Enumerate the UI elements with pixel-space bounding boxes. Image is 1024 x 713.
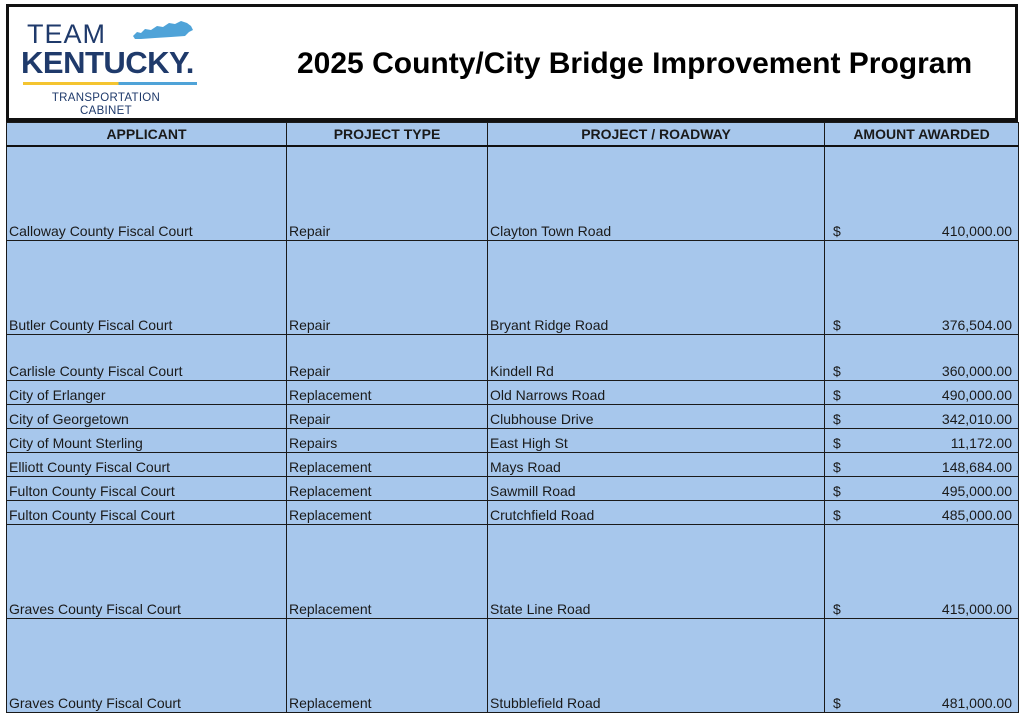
table-row [7, 146, 1019, 241]
roadway-cell: Bryant Ridge Road [488, 241, 825, 335]
amount-cell [825, 381, 1019, 405]
amount-value: 481,000.00 [941, 695, 1012, 711]
amount-cell [825, 501, 1019, 525]
roadway-cell: Sawmill Road [488, 477, 825, 501]
table-row [7, 429, 1019, 453]
currency-symbol: $ [833, 695, 841, 711]
applicant-cell: Butler County Fiscal Court [7, 241, 287, 335]
team-kentucky-logo [17, 15, 207, 117]
column-header-amount: AMOUNT AWARDED [825, 123, 1019, 147]
logo-kentucky-text: KENTUCKY. [21, 45, 194, 80]
column-header-project-type: PROJECT TYPE [287, 123, 488, 147]
table-row [7, 335, 1019, 381]
roadway-cell: Clayton Town Road [488, 146, 825, 241]
amount-cell [825, 453, 1019, 477]
applicant-cell: Elliott County Fiscal Court [7, 453, 287, 477]
currency-symbol: $ [833, 435, 841, 451]
page-title: 2025 County/City Bridge Improvement Program [297, 47, 973, 80]
amount-cell [825, 477, 1019, 501]
logo-underline [23, 82, 197, 85]
currency-symbol: $ [833, 363, 841, 379]
amount-cell [825, 405, 1019, 429]
currency-symbol: $ [833, 507, 841, 523]
roadway-cell: Mays Road [488, 453, 825, 477]
project-type-cell: Replacement [287, 525, 488, 619]
project-type-cell: Repair [287, 146, 488, 241]
amount-value: 11,172.00 [950, 435, 1012, 451]
column-header-applicant: APPLICANT [7, 123, 287, 147]
project-type-cell: Replacement [287, 381, 488, 405]
project-type-cell: Repair [287, 405, 488, 429]
project-type-cell: Replacement [287, 619, 488, 713]
amount-cell [825, 146, 1019, 241]
amount-cell [825, 241, 1019, 335]
currency-symbol: $ [833, 483, 841, 499]
roadway-cell: East High St [488, 429, 825, 453]
table-header-row [7, 123, 1019, 147]
amount-value: 342,010.00 [941, 411, 1012, 427]
kentucky-state-icon [131, 20, 195, 42]
amount-cell [825, 335, 1019, 381]
roadway-cell: State Line Road [488, 525, 825, 619]
currency-symbol: $ [833, 459, 841, 475]
project-type-cell: Repairs [287, 429, 488, 453]
header-banner [6, 4, 1018, 122]
project-type-cell: Repair [287, 241, 488, 335]
project-type-cell: Replacement [287, 477, 488, 501]
amount-value: 415,000.00 [941, 601, 1012, 617]
roadway-cell: Kindell Rd [488, 335, 825, 381]
roadway-cell: Old Narrows Road [488, 381, 825, 405]
logo-subtitle-line1: TRANSPORTATION [51, 92, 161, 104]
amount-value: 485,000.00 [941, 507, 1012, 523]
applicant-cell: Fulton County Fiscal Court [7, 501, 287, 525]
logo-subtitle-line2: CABINET [80, 105, 132, 117]
table-row [7, 477, 1019, 501]
amount-cell [825, 429, 1019, 453]
applicant-cell: Graves County Fiscal Court [7, 525, 287, 619]
table-row [7, 453, 1019, 477]
currency-symbol: $ [833, 601, 841, 617]
table-row [7, 525, 1019, 619]
amount-value: 410,000.00 [941, 223, 1012, 239]
applicant-cell: Fulton County Fiscal Court [7, 477, 287, 501]
awards-table [6, 122, 1019, 713]
amount-value: 495,000.00 [941, 483, 1012, 499]
roadway-cell: Clubhouse Drive [488, 405, 825, 429]
amount-value: 148,684.00 [941, 459, 1012, 475]
currency-symbol: $ [833, 411, 841, 427]
applicant-cell: City of Georgetown [7, 405, 287, 429]
applicant-cell: City of Mount Sterling [7, 429, 287, 453]
amount-value: 360,000.00 [941, 363, 1012, 379]
amount-cell [825, 525, 1019, 619]
amount-value: 490,000.00 [941, 387, 1012, 403]
project-type-cell: Repair [287, 335, 488, 381]
currency-symbol: $ [833, 317, 841, 333]
table-row [7, 501, 1019, 525]
currency-symbol: $ [833, 223, 841, 239]
table-row [7, 241, 1019, 335]
roadway-cell: Crutchfield Road [488, 501, 825, 525]
currency-symbol: $ [833, 387, 841, 403]
project-type-cell: Replacement [287, 453, 488, 477]
applicant-cell: Calloway County Fiscal Court [7, 146, 287, 241]
amount-value: 376,504.00 [941, 317, 1012, 333]
applicant-cell: Carlisle County Fiscal Court [7, 335, 287, 381]
project-type-cell: Replacement [287, 501, 488, 525]
table-row [7, 405, 1019, 429]
table-row [7, 619, 1019, 713]
amount-cell [825, 619, 1019, 713]
column-header-roadway: PROJECT / ROADWAY [488, 123, 825, 147]
spreadsheet-page [6, 4, 1018, 711]
table-row [7, 381, 1019, 405]
logo-team-text: TEAM [27, 19, 107, 49]
applicant-cell: Graves County Fiscal Court [7, 619, 287, 713]
applicant-cell: City of Erlanger [7, 381, 287, 405]
roadway-cell: Stubblefield Road [488, 619, 825, 713]
